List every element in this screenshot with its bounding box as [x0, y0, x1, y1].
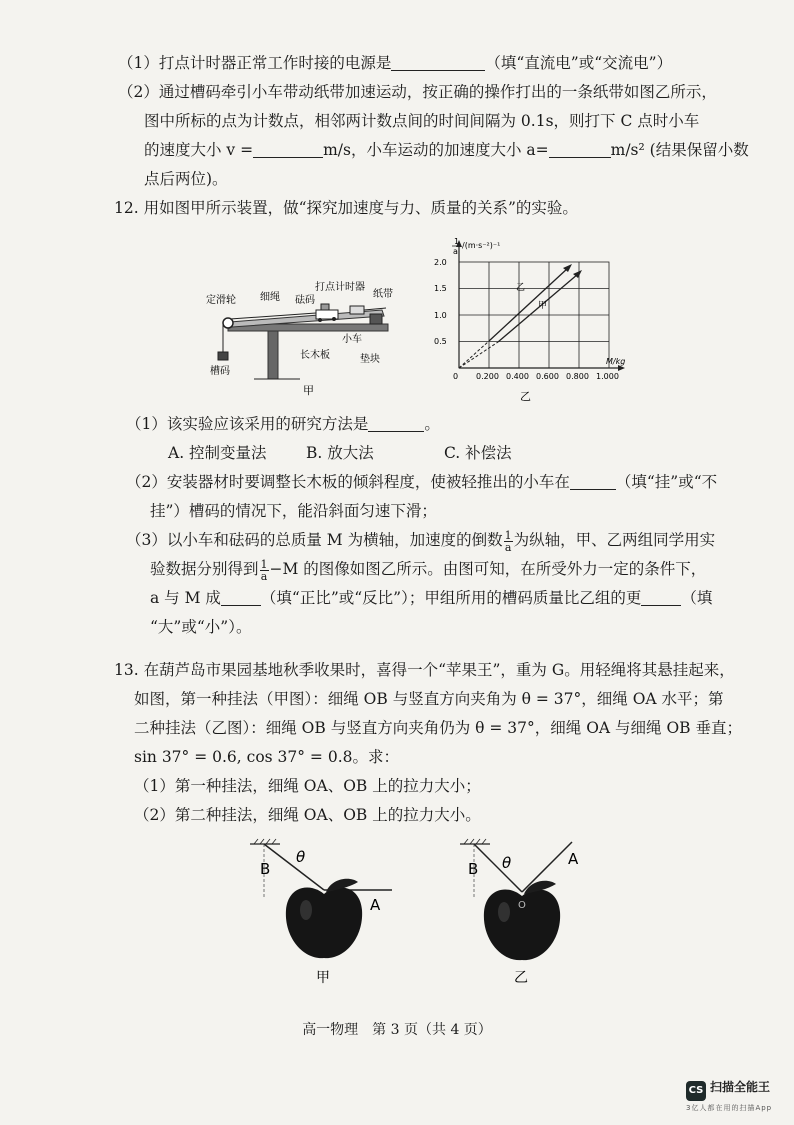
q13-line2: 如图，第一种挂法（甲图）：细绳 OB 与竖直方向夹角为 θ = 37°，细绳 OA 水平；第: [134, 690, 724, 708]
x-tick: 1.000: [596, 372, 619, 381]
graph-grid: [459, 262, 609, 368]
label-hook: 槽码: [210, 366, 230, 377]
apparatus-figure: [190, 270, 410, 400]
label-b: B: [260, 860, 271, 878]
q11-part1: （1）打点计时器正常工作时接的电源是 （填“直流电”或“交流电”）: [118, 54, 673, 72]
q11-part2-line3: 的速度大小 v = m/s，小车运动的加速度大小 a= m/s² (结果保留小数: [144, 141, 749, 159]
q12-part2-line2: 挂”）槽码的情况下，能沿斜面匀速下滑；: [150, 502, 437, 520]
camscanner-title: 扫描全能王: [710, 1080, 771, 1094]
q13-line1: 13. 在葫芦岛市果园基地秋季收果时，喜得一个“苹果王”，重为 G。用轻绳将其悬挂起来，: [114, 661, 735, 679]
page-footer: 高一物理 第 3 页（共 4 页）: [302, 1022, 492, 1038]
label-a: A: [370, 896, 381, 914]
apple-figure-jia: [240, 838, 400, 998]
y-axis-label-unit: /(m·s⁻²)⁻¹: [462, 241, 501, 250]
answer-blank[interactable]: [641, 587, 681, 606]
answer-blank[interactable]: [253, 139, 323, 158]
figure-caption: 甲: [303, 384, 314, 397]
fraction-1-over-a: $\frac{1}{a}$: [260, 557, 268, 583]
figure-caption: 甲: [316, 970, 330, 986]
label-a: A: [568, 850, 579, 868]
timer-icon: [350, 306, 364, 314]
q13-part2: （2）第二种挂法，细绳 OA、OB 上的拉力大小。: [134, 806, 481, 824]
hook-weight-icon: [218, 352, 228, 360]
option-a[interactable]: A. 控制变量法: [168, 444, 267, 462]
q12-part3-line2: 验数据分别得到 $\frac{1}{a}$ −M 的图像如图乙所示。由图可知，在所受外力一定的条件下，: [150, 557, 707, 583]
label-tape: 纸带: [373, 289, 393, 300]
apple-figure-yi: [440, 838, 600, 998]
y-tick: 2.0: [434, 258, 447, 267]
option-b[interactable]: B. 放大法: [306, 444, 374, 462]
q12-part3-line4: “大”或“小”）。: [150, 618, 252, 636]
label-board: 长木板: [300, 350, 330, 361]
q12-part2-line1: （2）安装器材时要调整长木板的倾斜程度，使被轻推出的小车在 （填“挂”或“不: [126, 473, 718, 491]
rope-ob: [474, 844, 522, 892]
figure-caption: 乙: [520, 390, 531, 403]
q12-part3-line1: （3）以小车和砝码的总质量 M 为横轴，加速度的倒数 $\frac{1}{a}$ 为纵轴，甲、乙两组同学用实: [126, 528, 716, 554]
q12-stem: 12. 用如图甲所示装置，做“探究加速度与力、质量的关系”的实验。: [114, 199, 578, 217]
series-jia-dashed: [459, 342, 498, 368]
label-pad: 垫块: [360, 354, 380, 365]
series-yi-label: 乙: [516, 283, 526, 293]
y-axis-label-num: 1: [454, 237, 460, 246]
q11-part2-line4: 点后两位)。: [144, 170, 228, 188]
label-timer: 打点计时器: [315, 282, 365, 293]
label-cart: 小车: [342, 334, 362, 345]
label-theta: θ: [296, 848, 306, 866]
answer-blank[interactable]: [391, 52, 485, 71]
q12-options: [126, 439, 786, 468]
figure-caption: 乙: [514, 970, 528, 986]
answer-blank[interactable]: [221, 587, 261, 606]
label-weights: 砝码: [295, 295, 315, 306]
answer-blank[interactable]: [368, 413, 424, 432]
label-string: 细绳: [260, 292, 280, 303]
rope-ob: [264, 844, 324, 890]
table-leg: [268, 331, 278, 379]
apple-icon: [286, 887, 362, 958]
answer-blank[interactable]: [549, 139, 611, 158]
answer-blank[interactable]: [570, 471, 616, 490]
label-b: B: [468, 860, 479, 878]
q13-part1: （1）第一种挂法，细绳 OA、OB 上的拉力大小；: [134, 777, 481, 795]
series-jia-label: 甲: [538, 301, 548, 311]
x-tick: 0.400: [506, 372, 529, 381]
pulley-icon: [223, 318, 233, 328]
q13-block: [114, 656, 774, 830]
series-yi-line: [489, 268, 568, 341]
inverse-acceleration-graph: [426, 232, 636, 404]
tape-line: [364, 308, 386, 310]
y-axis-label-den: a: [453, 247, 458, 256]
q11-part2-line1: （2）通过槽码牵引小车带动纸带加速运动，按正确的操作打出的一条纸带如图乙所示，: [118, 83, 717, 101]
label-theta: θ: [502, 854, 512, 872]
q12-part3-line3: a 与 M 成 （填“正比”或“反比”）；甲组所用的槽码质量比乙组的更 （填: [150, 589, 713, 607]
q13-line3: 二种挂法（乙图）：细绳 OB 与竖直方向夹角仍为 θ = 37°，细绳 OA 与细绳 OB 垂直；: [134, 719, 742, 737]
x-axis-label: M/kg: [606, 357, 626, 366]
weights-icon: [321, 304, 329, 310]
pad-block: [370, 314, 382, 324]
y-tick: 1.0: [434, 311, 447, 320]
q13-line4: sin 37° = 0.6, cos 37° = 0.8。求：: [134, 748, 399, 766]
option-c[interactable]: C. 补偿法: [444, 444, 512, 462]
camscanner-subtitle: 3亿人都在用的扫描App: [686, 1104, 773, 1112]
label-pulley: 定滑轮: [206, 295, 236, 306]
q12-parts: [126, 410, 786, 642]
label-o: O: [518, 900, 526, 911]
x-tick: 0.800: [566, 372, 589, 381]
camscanner-logo: CS: [686, 1081, 706, 1101]
x-tick: 0.600: [536, 372, 559, 381]
q12-part1: （1）该实验应该采用的研究方法是 。: [126, 415, 440, 433]
y-tick: 1.5: [434, 284, 447, 293]
y-tick: 0.5: [434, 337, 447, 346]
fraction-1-over-a: $\frac{1}{a}$: [504, 528, 512, 554]
q11-part2-line2: 图中所标的点为计数点，相邻两计数点间的时间间隔为 0.1s，则打下 C 点时小车: [144, 112, 700, 130]
x-tick: 0: [453, 372, 459, 381]
series-yi-dashed: [459, 341, 489, 368]
x-tick: 0.200: [476, 372, 499, 381]
q11-block: [118, 49, 778, 194]
